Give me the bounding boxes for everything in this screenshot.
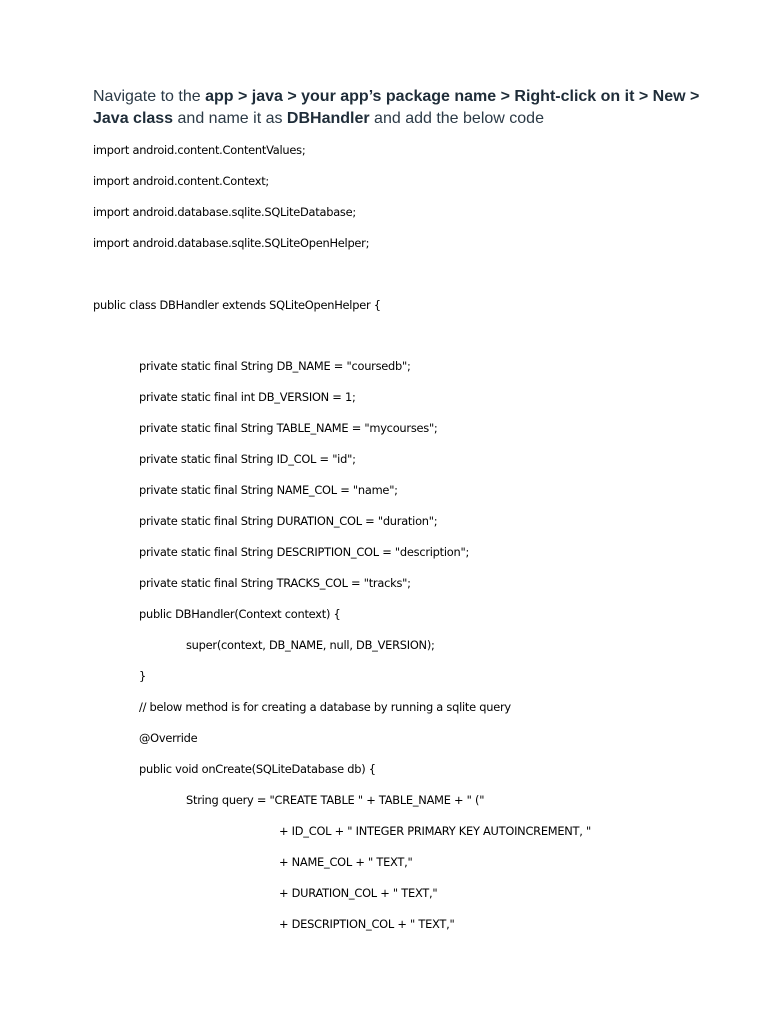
code-line: import android.database.sqlite.SQLiteOpenHelper; — [93, 236, 370, 250]
code-line: + ID_COL + " INTEGER PRIMARY KEY AUTOINCREMENT, " — [279, 824, 591, 838]
code-line: // below method is for creating a database by running a sqlite query — [139, 700, 511, 714]
code-line: import android.database.sqlite.SQLiteDatabase; — [93, 205, 356, 219]
intro-text-2: and name it as — [173, 109, 287, 127]
code-line: private static final String TABLE_NAME = "mycourses"; — [139, 421, 438, 435]
code-line: private static final String ID_COL = "id"; — [139, 452, 356, 466]
code-line: @Override — [139, 731, 198, 745]
code-line: private static final String NAME_COL = "name"; — [139, 483, 398, 497]
intro-class-name-bold: DBHandler — [286, 109, 370, 127]
code-line: public class DBHandler extends SQLiteOpenHelper { — [93, 298, 381, 312]
code-line: import android.content.ContentValues; — [93, 143, 306, 157]
code-line: private static final String TRACKS_COL = "tracks"; — [139, 576, 411, 590]
code-line: private static final String DB_NAME = "coursedb"; — [139, 359, 411, 373]
code-line: private static final int DB_VERSION = 1; — [139, 390, 356, 404]
code-line: public DBHandler(Context context) { — [139, 607, 341, 621]
code-line: String query = "CREATE TABLE " + TABLE_NAME + " (" — [186, 793, 485, 807]
intro-text-3: and add the below code — [369, 109, 544, 127]
code-line: + NAME_COL + " TEXT," — [279, 855, 413, 869]
code-line: public void onCreate(SQLiteDatabase db) { — [139, 762, 376, 776]
code-line: + DURATION_COL + " TEXT," — [279, 886, 438, 900]
intro-paragraph — [93, 86, 733, 129]
intro-path-bold: app > java > your app’s package name > Right-click on it > New > Java class — [93, 88, 700, 127]
code-line: + DESCRIPTION_COL + " TEXT," — [279, 917, 455, 931]
intro-text-1: Navigate to the — [93, 88, 206, 105]
code-line: import android.content.Context; — [93, 174, 270, 188]
code-line: private static final String DURATION_COL = "duration"; — [139, 514, 438, 528]
code-line: } — [139, 669, 146, 683]
code-line: super(context, DB_NAME, null, DB_VERSION); — [186, 638, 435, 652]
code-line: private static final String DESCRIPTION_COL = "description"; — [139, 545, 470, 559]
